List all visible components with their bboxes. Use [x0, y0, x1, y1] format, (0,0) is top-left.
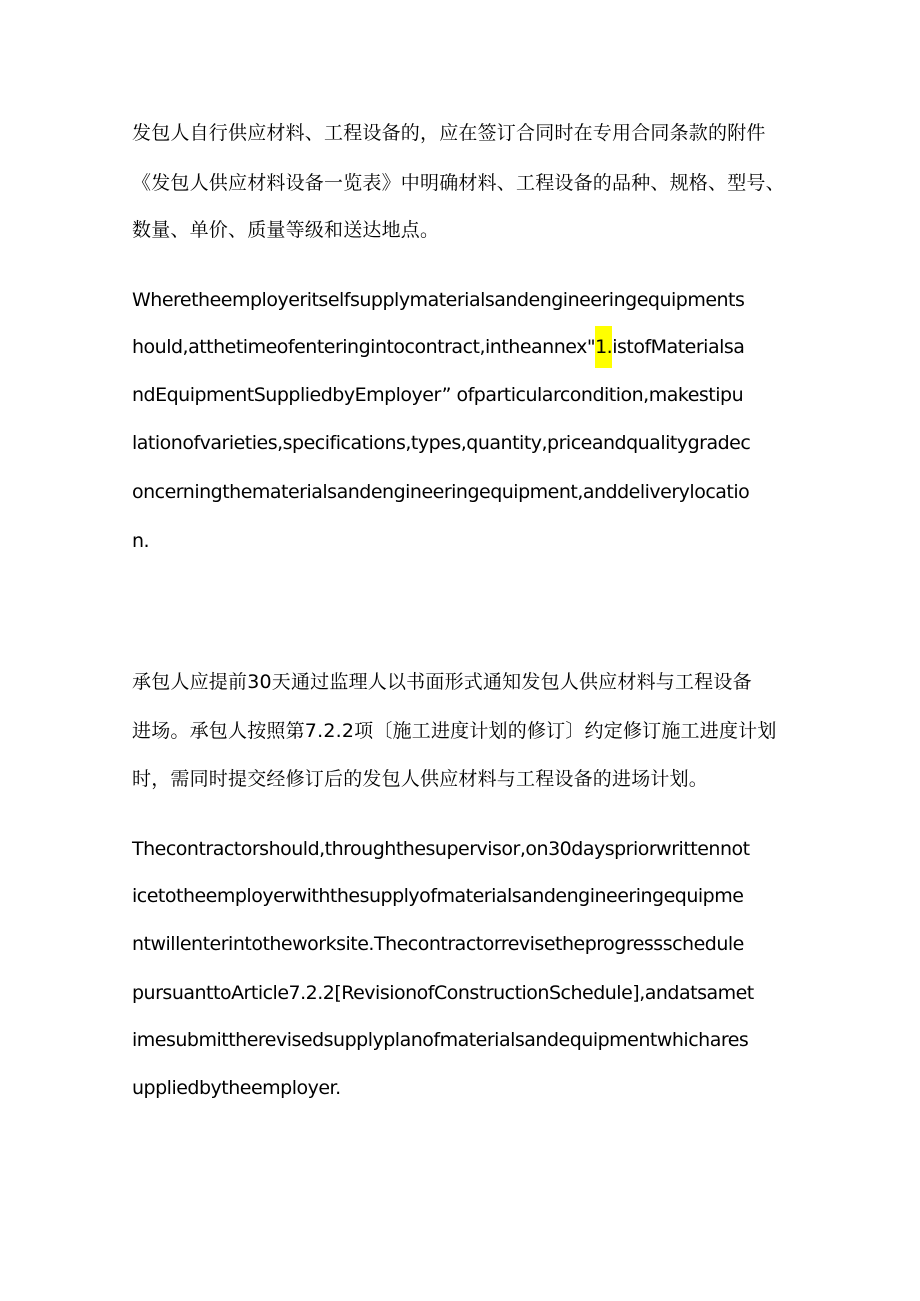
- paragraph-zh-2-line-1: 承包人应提前30天通过监理人以书面形式通知发包人供应材料与工程设备: [132, 671, 752, 693]
- paragraph-en-1-line-1: Wheretheemployeritselfsupplymaterialsandengineeringequipments: [132, 289, 745, 311]
- paragraph-en-2-line-6: uppliedbytheemployer.: [132, 1077, 341, 1099]
- paragraph-en-1-line-5: oncerningthematerialsandengineeringequipment,anddeliverylocatio: [132, 481, 750, 503]
- paragraph-en-1-line-6: n.: [132, 530, 150, 552]
- paragraph-en-2-line-3: ntwillenterintotheworksite.Thecontractorrevisetheprogressschedule: [132, 933, 744, 955]
- paragraph-en-1-line-4: lationofvarieties,specifications,types,quantity,priceandqualitygradec: [132, 432, 751, 454]
- paragraph-en-2-line-2: icetotheemployerwiththesupplyofmaterialsandengineeringequipme: [132, 885, 744, 907]
- paragraph-en-2-line-4: pursuanttoArticle7.2.2[RevisionofConstructionSchedule],andatsamet: [132, 982, 754, 1004]
- paragraph-en-1-line-2-text-a: hould,atthetimeofenteringintocontract,intheannex": [132, 336, 596, 358]
- paragraph-zh-2-line-2: 进场。承包人按照第7.2.2项〔施工进度计划的修订〕约定修订施工进度计划: [132, 720, 777, 742]
- paragraph-zh-1-line-1: 发包人自行供应材料、工程设备的，应在签订合同时在专用合同条款的附件: [132, 122, 766, 144]
- paragraph-en-2-line-1: Thecontractorshould,throughthesupervisor,on30dayspriorwrittennot: [132, 838, 750, 860]
- paragraph-en-1-line-2: [132, 335, 744, 359]
- paragraph-zh-1-line-2: 《发包人供应材料设备一览表》中明确材料、工程设备的品种、规格、型号、: [132, 172, 785, 194]
- paragraph-en-1-line-3: ndEquipmentSuppliedbyEmployer” ofparticularcondition,makestipu: [132, 384, 744, 406]
- paragraph-zh-1-line-3: 数量、单价、质量等级和送达地点。: [132, 219, 440, 241]
- paragraph-en-1-line-2-text-b: istofMaterialsa: [612, 336, 745, 358]
- paragraph-en-2-line-5: imesubmittherevisedsupplyplanofmaterialsandequipmentwhichares: [132, 1029, 749, 1051]
- paragraph-zh-2-line-3: 时，需同时提交经修订后的发包人供应材料与工程设备的进场计划。: [132, 768, 709, 790]
- highlighted-text: 1.: [595, 326, 612, 368]
